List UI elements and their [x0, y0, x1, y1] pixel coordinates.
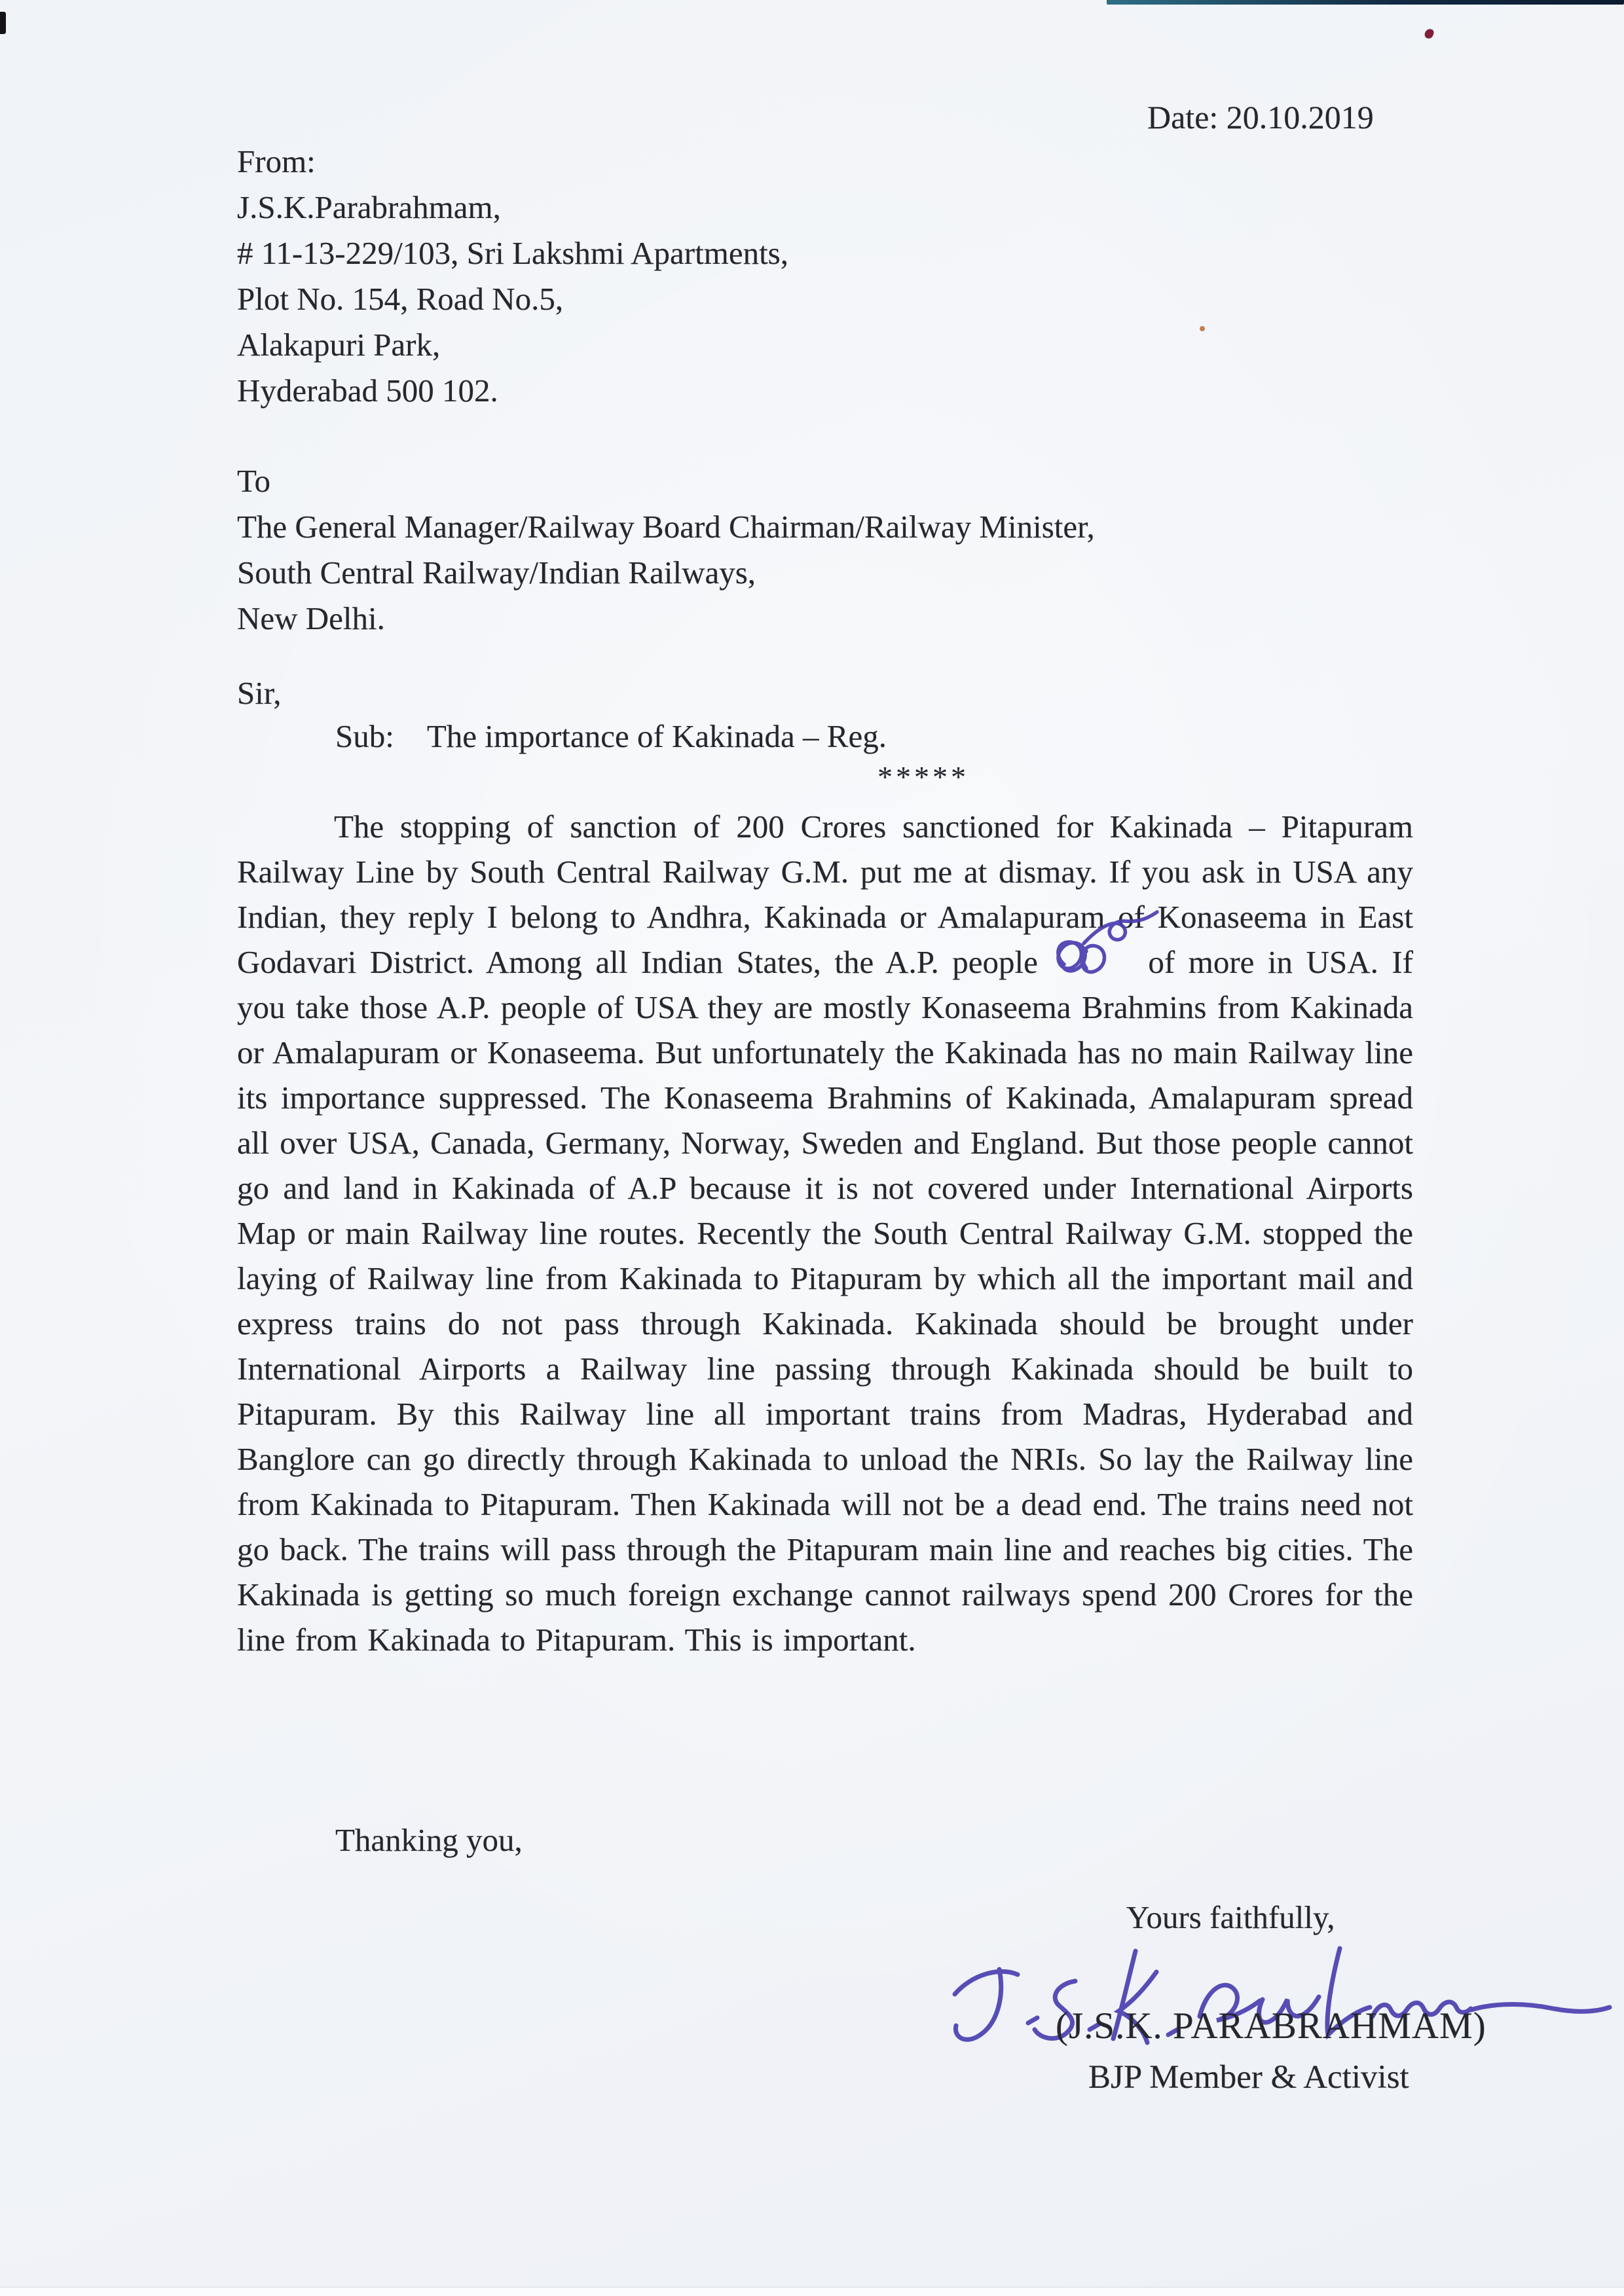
- to-line-city: New Delhi.: [237, 600, 385, 636]
- from-line-plot: Plot No. 154, Road No.5,: [237, 281, 564, 317]
- subject-text: The importance of Kakinada – Reg.: [426, 718, 887, 754]
- ink-speck-red: [1424, 27, 1435, 39]
- from-address-block: [237, 139, 788, 414]
- to-line-designation: The General Manager/Railway Board Chairman/Railway Minister,: [237, 509, 1095, 545]
- to-line-organisation: South Central Railway/Indian Railways,: [237, 555, 756, 591]
- ink-speck-orange: [1200, 326, 1205, 331]
- signer-name: (J.S.K. PARABRAHMAM): [1056, 2005, 1486, 2047]
- corrected-word: of: [1148, 944, 1175, 980]
- body-text-part1: The stopping of sanction of 200 Crores sanctioned for Kakinada – Pitapuram Railway Line by South Central Railway G.M. put me at dismay. If you ask in USA any Indian, they reply I belong to Andhra, Kakinada or Amalapuram of Konaseema in East Godavari District. Among all Indian States, the A.P. people: [237, 809, 1413, 980]
- from-line-city: Hyderabad 500 102.: [237, 373, 498, 409]
- subject-line: [335, 718, 887, 755]
- date-line: Date: 20.10.2019: [1147, 99, 1374, 136]
- subject-label: Sub:: [335, 718, 394, 754]
- handwritten-correction: [1051, 939, 1175, 985]
- from-label: From:: [237, 143, 316, 179]
- to-label: To: [237, 463, 271, 499]
- valediction-line: Yours faithfully,: [1126, 1899, 1335, 1935]
- separator-stars: *****: [877, 760, 969, 793]
- from-line-apartment: # 11-13-229/103, Sri Lakshmi Apartments,: [237, 235, 788, 271]
- salutation: Sir,: [237, 675, 282, 711]
- closing-line: Thanking you,: [335, 1822, 523, 1858]
- signature-handwritten-icon: [935, 1917, 1621, 2082]
- scan-artifact-left-notch: [0, 12, 6, 34]
- letter-body-paragraph: [237, 804, 1413, 1662]
- from-line-name: J.S.K.Parabrahmam,: [237, 189, 501, 225]
- to-address-block: [237, 458, 1095, 642]
- body-text-part2: more in USA. If you take those A.P. people of USA they are mostly Konaseema Brahmins from Kakinada or Amalapuram or Konaseema. But unfortunately the Kakinada has no main Railway line its importance suppressed. The Konaseema Brahmins of Kakinada, Amalapuram spread all over USA, Canada, Germany, Norway, Sweden and England. But those people cannot go and land in Kakinada of A.P because it is not covered under International Airports Map or main Railway line routes. Recently the South Central Railway G.M. stopped the laying of Railway line from Kakinada to Pitapuram by which all the important mail and express trains do not pass through Kakinada. Kakinada should be brought under International Airports a Railway line passing through Kakinada should be built to Pitapuram. By this Railway line all important trains from Madras, Hyderabad and Banglore can go directly through Kakinada to unload the NRIs. So lay the Railway line from Kakinada to Pitapuram. Then Kakinada will not be a dead end. The trains need not go back. The trains will pass through the Pitapuram main line and reaches big cities. The Kakinada is getting so much foreign exchange cannot railways spend 200 Crores for the line from Kakinada to Pitapuram. This is important.: [237, 944, 1413, 1658]
- from-line-park: Alakapuri Park,: [237, 327, 441, 363]
- scan-artifact-bottom-edge: [0, 2287, 1624, 2296]
- scan-artifact-top-strip: [1107, 0, 1624, 5]
- signer-role: BJP Member & Activist: [1088, 2059, 1409, 2096]
